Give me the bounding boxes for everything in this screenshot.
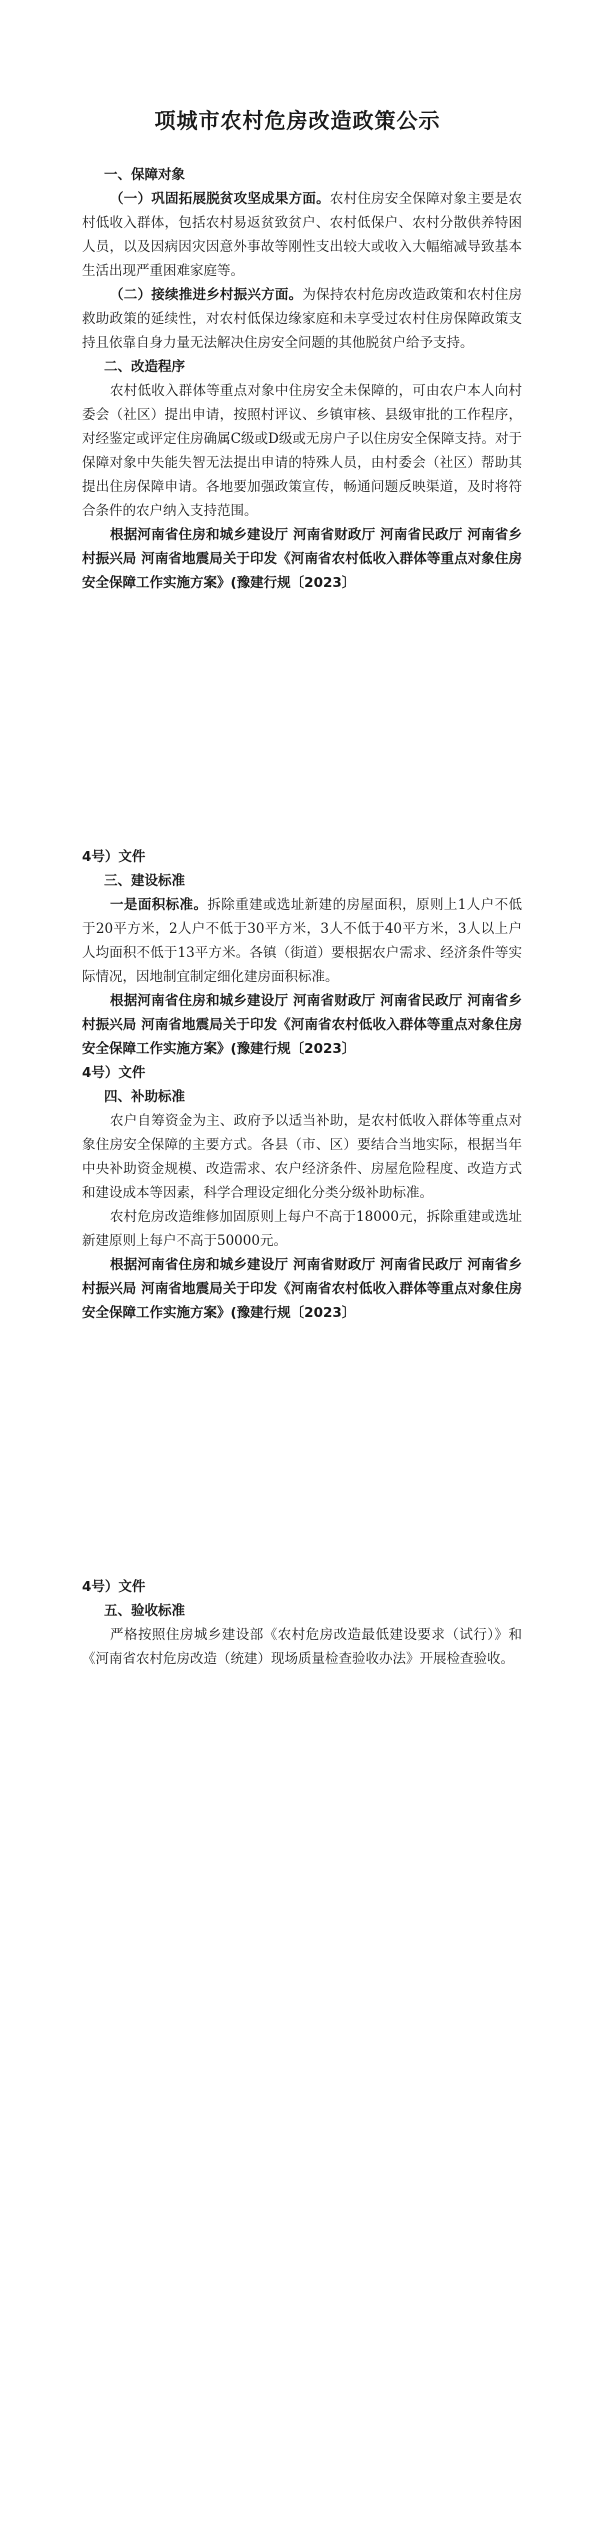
- section3-basis-end: 4号）文件: [82, 1065, 146, 1081]
- section3-paragraph-text: 拆除重建或选址新建的房屋面积，原则上1人户不低于20平方米，2人户不低于30平方米，3人不低于40平方米，3人以上户人均面积不低于13平方米。各镇（街道）要根据农户需求、经济条件等实际情况，因地制宜制定细化建房面积标准。: [82, 897, 522, 985]
- section-heading-2: 二、改造程序: [104, 359, 185, 375]
- document-body: [82, 163, 522, 1671]
- section4-basis-end: 4号）文件: [82, 1579, 146, 1595]
- section1-paragraph-1-lead: （一）巩固拓展脱贫攻坚成果方面。: [110, 191, 330, 207]
- section2-basis: 根据河南省住房和城乡建设厅 河南省财政厅 河南省民政厅 河南省乡村振兴局 河南省地震局关于印发《河南省农村低收入群体等重点对象住房安全保障工作实施方案》(豫建行规〔2023〕: [82, 527, 522, 591]
- section-heading-4: 四、补助标准: [104, 1089, 185, 1105]
- section4-paragraph-1: 农户自筹资金为主、政府予以适当补助，是农村低收入群体等重点对象住房安全保障的主要方式。各县（市、区）要结合当地实际，根据当年中央补助资金规模、改造需求、农户经济条件、房屋危险程度、改造方式和建设成本等因素，科学合理设定细化分类分级补助标准。: [82, 1113, 522, 1201]
- section1-paragraph-2: [82, 283, 522, 355]
- section-heading-1: 一、保障对象: [104, 167, 185, 183]
- section3-basis: 根据河南省住房和城乡建设厅 河南省财政厅 河南省民政厅 河南省乡村振兴局 河南省地震局关于印发《河南省农村低收入群体等重点对象住房安全保障工作实施方案》(豫建行规〔2023〕: [82, 993, 522, 1057]
- section1-paragraph-2-lead: （二）接续推进乡村振兴方面。: [110, 287, 303, 303]
- section3-paragraph: [82, 893, 522, 989]
- section5-paragraph: 严格按照住房城乡建设部《农村危房改造最低建设要求（试行）》和《河南省农村危房改造（统建）现场质量检查验收办法》开展检查验收。: [82, 1627, 522, 1667]
- blank-space: [82, 595, 522, 845]
- section1-paragraph-1: [82, 187, 522, 283]
- section-heading-3: 三、建设标准: [104, 873, 185, 889]
- section1-paragraph-2-text: 为保持农村危房改造政策和农村住房救助政策的延续性，对农村低保边缘家庭和未享受过农村住房保障政策支持且依靠自身力量无法解决住房安全问题的其他脱贫户给予支持。: [82, 287, 523, 351]
- section1-paragraph-1-text: 农村住房安全保障对象主要是农村低收入群体，包括农村易返贫致贫户、农村低保户、农村分散供养特困人员，以及因病因灾因意外事故等刚性支出较大或收入大幅缩减导致基本生活出现严重困难家庭等。: [82, 191, 523, 279]
- section3-paragraph-lead: 一是面积标准。: [110, 897, 208, 913]
- blank-space: [82, 1325, 522, 1575]
- section4-paragraph-2: 农村危房改造维修加固原则上每户不高于18000元，拆除重建或选址新建原则上每户不高于50000元。: [82, 1209, 522, 1249]
- section-heading-5: 五、验收标准: [104, 1603, 185, 1619]
- section4-basis: 根据河南省住房和城乡建设厅 河南省财政厅 河南省民政厅 河南省乡村振兴局 河南省地震局关于印发《河南省农村低收入群体等重点对象住房安全保障工作实施方案》(豫建行规〔2023〕: [82, 1257, 522, 1321]
- section2-paragraph: 农村低收入群体等重点对象中住房安全未保障的，可由农户本人向村委会（社区）提出申请，按照村评议、乡镇审核、县级审批的工作程序，对经鉴定或评定住房确属C级或D级或无房户子以住房安全保障支持。对于保障对象中失能失智无法提出申请的特殊人员，由村委会（社区）帮助其提出住房保障申请。各地要加强政策宣传，畅通问题反映渠道，及时将符合条件的农户纳入支持范围。: [82, 383, 522, 519]
- section2-basis-end: 4号）文件: [82, 849, 146, 865]
- page-title: 项城市农村危房改造政策公示: [154, 108, 441, 133]
